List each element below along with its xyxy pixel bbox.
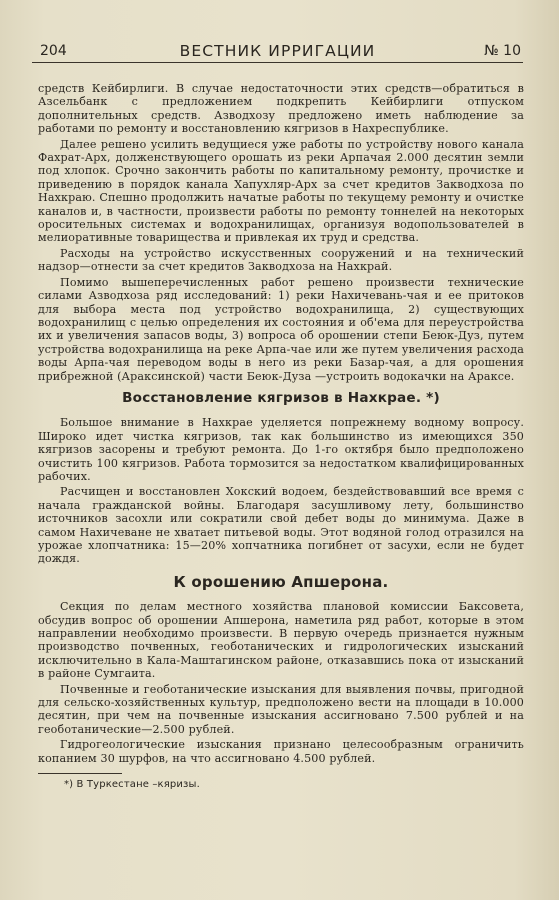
issue-number: № 10	[484, 43, 521, 59]
paragraph-baksovet-section: Секция по делам местного хозяйства плановой комиссии Баксовета, обсудив вопрос об орошении Апшерона, наметила ряд работ, которые в этом направлении необходимо произвести. В первую очередь признается нужным производство почвенных, геоботанических и гидрологических изысканий исключительно в Кала-Маштагинском районе, отказавшись пока от изысканий в районе Сумгаита.	[38, 600, 524, 681]
paragraph-khok-reservoir: Расчищен и восстановлен Хокский водоем, бездействовавший все время с начала гражданской войны. Благодаря засушливому лету, большинство источников засохли или сократили свой дебет воды до минимума. Даже в самом Нахичеване не хватает питьевой воды. Этот водяной голод отразился на урожае хлопчатника: 15—20% хопчатника погибнет от засухи, если не будет дождя.	[38, 485, 524, 566]
paragraph-expenses: Расходы на устройство искусственных сооружений и на технический надзор—отнести за счет кредитов Закводхоза на Нахкрай.	[38, 246, 524, 274]
page-header	[32, 40, 523, 63]
footnote-divider	[38, 773, 122, 774]
paragraph-hydrogeology: Гидрогеологические изыскания признано целесообразным ограничить копанием 30 шурфов, на что ассигновано 4.500 рублей.	[38, 738, 524, 765]
journal-title: ВЕСТНИК ИРРИГАЦИИ	[179, 42, 376, 60]
footnote: *) В Туркестане –кяризы.	[64, 779, 200, 791]
article-body	[38, 82, 524, 792]
paragraph-water-question: Большое внимание в Нахкрае уделяется попрежнему водному вопросу. Широко идет чистка кягризов, так как большинство из имеющихся 350 кягризов засорены и требуют ремонта. До 1-го октября было предположено очистить 100 кягризов. Работа тормозится за недостатком квалифицированных рабочих.	[38, 416, 524, 483]
paragraph-soil-surveys: Почвенные и геоботанические изыскания для выявления почвы, пригодной для сельско-хозяйственных культур, предположено вести на площади в 10.000 десятин, при чем на почвенные изыскания ассигновано 7.500 рублей и на геоботанические—2.500 рублей.	[38, 682, 524, 736]
page-number: 204	[40, 43, 67, 59]
paragraph-research: Помимо вышеперечисленных работ решено произвести технические силами Азводхоза ряд исследований: 1) реки Нахичевань-чая и ее притоков для выбора места под устройство водохранилища, 2) существующих водохранилищ с целью определения их состояния и об'ема для переустройства их и увеличения запасов воды, 3) вопроса об орошении степи Беюк-Дуз, путем устройства водохранилища на реке Арпа-чае или же путем увеличения расхода воды Арпа-чая переводом воды в него из реки Базар-чая, а для орошения прибрежной (Аракcинской) части Беюк-Дуза —устроить водокачки на Араксе.	[38, 275, 524, 383]
paragraph-continued: средств Кейбирлиги. В случае недостаточности этих средств—обратиться в Азсельбанк с предложением подкрепить Кейбирлиги отпуском дополнительных средств. Азводхозу предложено иметь наблюдение за работами по ремонту и восстановлению кягризов в Нахреспублике.	[38, 82, 524, 136]
paragraph-fakhrat-canal: Далее решено усилить ведущиеся уже работы по устройству нового канала Фахрат-Арх, долженствующего орошать из реки Арпачая 2.000 десятин земли под хлопок. Срочно закончить работы по капитальному ремонту, прочистке и приведению в порядок канала Хапухляр-Арх за счет кредитов Закводхоза по Нахкраю. Спешно продолжить начатые работы по текущему ремонту и очистке каналов и, в частности, произвести работы по ремонту тоннелей на некоторых оросительных системах и водохранилищах, организуя водопользователей в мелиоративные товарищества и привлекая их труд и средства.	[38, 137, 524, 245]
section-heading-apsheron: К орошению Апшерона.	[173, 572, 389, 591]
section-heading-kyagriz: Восстановление кягризов в Нахкрае. *)	[122, 389, 440, 406]
